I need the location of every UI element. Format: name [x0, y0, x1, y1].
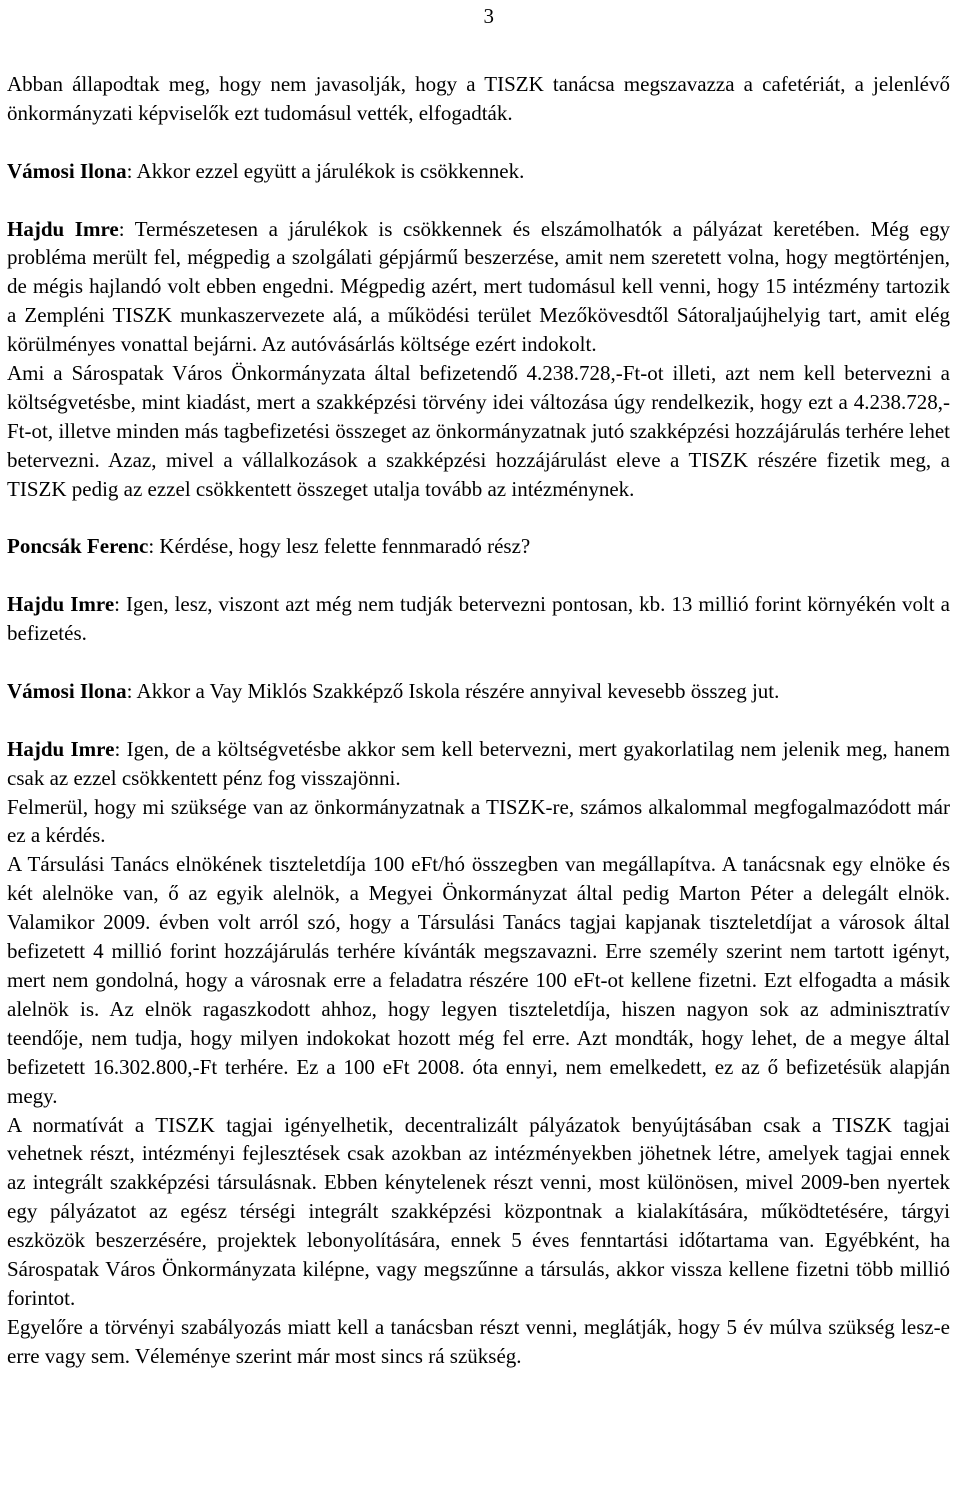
paragraph-text: : Igen, lesz, viszont azt még nem tudják betervezni pontosan, kb. 13 millió forint környékén volt a befizetés.	[7, 592, 950, 646]
paragraph	[7, 590, 950, 648]
page-number: 3	[483, 4, 494, 28]
paragraph-text: A normatívát a TISZK tagjai igényelhetik, decentralizált pályázatok benyújtásában csak a TISZK tagjai vehetnek részt, intézményi fejlesztések csak azokban az intézményekben jöhetnek létre, amelyek tagjai ennek az integrált szakképzési társulásnak. Ebben kénytelenek részt venni, most különösen, mivel 2009-ben nyertek egy pályázatot az egész térségi integrált szakképzési központnak a kialakítására, működtetésére, tárgyi eszközök beszerzésére, projektek lebonyolítására, ennek 5 éves fenntartási időtartama van. Egyébként, ha Sárospatak Város Önkormányzata kilépne, vagy megszűnne a társulás, akkor vissza kellene fizetni több millió forintot.	[7, 1112, 950, 1310]
paragraph	[7, 850, 950, 1110]
paragraph	[7, 70, 950, 128]
paragraph-text: Egyelőre a törvényi szabályozás miatt kell a tanácsban részt venni, meglátják, hogy 5 év múlva szükség lesz-e erre vagy sem. Véleménye szerint már most sincs rá szükség.	[7, 1314, 950, 1368]
paragraph-text: A Társulási Tanács elnökének tiszteletdíja 100 eFt/hó összegben van megállapítva. A tanácsnak egy elnöke és két alelnöke van, ő az egyik alelnök, a Megyei Önkormányzat által pedig Marton Péter a delegált elnök. Valamikor 2009. évben volt arról szó, hogy a Társulási Tanács tagjai kapjanak tiszteletdíjat a városok által befizetett 4 millió forint hozzájárulás terhére kívánták megszavazni. Erre személy szerint nem tartott igényt, mert nem gondolná, hogy a városnak erre a feladatra részére 100 eFt-ot kellene fizetni. Ezt elfogadta a másik alelnök is. Az elnök ragaszkodott ahhoz, hogy legyen tiszteletdíja, hiszen nagyon sok az adminisztratív teendője, nem tudja, hogy milyen indokokat hozott még fel erre. Azt mondták, hogy lehet, de a megye által befizetett 16.302.800,-Ft terhére. Ez a 100 eFt 2008. óta ennyi, nem emelkedett, ez az ő befizetésük alapján megy.	[7, 852, 950, 1108]
paragraph	[7, 677, 950, 706]
paragraph	[7, 215, 950, 360]
paragraph-text: Felmerül, hogy mi szüksége van az önkormányzatnak a TISZK-re, számos alkalommal megfogalmazódott már ez a kérdés.	[7, 794, 950, 848]
paragraph	[7, 157, 950, 186]
paragraph-text: Ami a Sárospatak Város Önkormányzata által befizetendő 4.238.728,-Ft-ot illeti, azt nem kell betervezni a költségvetésbe, mint kiadást, mert a szakképzési törvény idei változása úgy rendelkezik, hogy ezt a 4.238.728,-Ft-ot, illetve minden más tagbefizetési összeget az önkormányzatnak jutó szakképzési hozzájárulás terhére lehet betervezni. Azaz, mivel a vállalkozások a szakképzési hozzájárulást eleve a TISZK részére fizetik meg, a TISZK pedig az ezzel csökkentett összeget utalja tovább az intézménynek.	[7, 361, 950, 501]
paragraph	[7, 1111, 950, 1313]
speaker-name: Poncsák Ferenc	[7, 534, 149, 559]
paragraph	[7, 532, 950, 561]
paragraph-text: Abban állapodtak meg, hogy nem javasolják, hogy a TISZK tanácsa megszavazza a cafetériát, a jelenlévő önkormányzati képviselők ezt tudomásul vették, elfogadták.	[7, 72, 950, 125]
paragraph-text: : Igen, de a költségvetésbe akkor sem kell betervezni, mert gyakorlatilag nem jelenik meg, hanem csak az ezzel csökkentett pénz fog visszajönni.	[7, 736, 950, 790]
document-body	[7, 70, 950, 1371]
paragraph-text: : Akkor a Vay Miklós Szakképző Iskola részére annyival kevesebb összeg jut.	[126, 678, 780, 703]
speaker-name: Vámosi Ilona	[7, 678, 127, 703]
paragraph-text: : Természetesen a járulékok is csökkennek és elszámolhatók a pályázat keretében. Még egy probléma merült fel, mégpedig a szolgálati gépjármű beszerzése, amit nem szeretett volna, hogy megtörténjen, de mégis hajlandó volt ebben engedni. Mégpedig azért, mert tudomásul kell venni, hogy 15 intézmény tartozik a Zempléni TISZK munkaszervezete alá, a működési terület Mezőkövesdtől Sátoraljaújhelyig tart, amit elég körülményes vonattal bejárni. Az autóvásárlás költsége ezért indokolt.	[7, 216, 950, 357]
paragraph-text: : Kérdése, hogy lesz felette fennmaradó rész?	[148, 534, 531, 559]
paragraph	[7, 793, 950, 851]
speaker-name: Hajdu Imre	[7, 216, 119, 241]
speaker-name: Hajdu Imre	[7, 592, 115, 617]
speaker-name: Vámosi Ilona	[7, 158, 127, 183]
paragraph	[7, 735, 950, 793]
paragraph	[7, 1313, 950, 1371]
speaker-name: Hajdu Imre	[7, 736, 115, 761]
paragraph	[7, 359, 950, 504]
paragraph-text: : Akkor ezzel együtt a járulékok is csökkennek.	[126, 158, 525, 183]
